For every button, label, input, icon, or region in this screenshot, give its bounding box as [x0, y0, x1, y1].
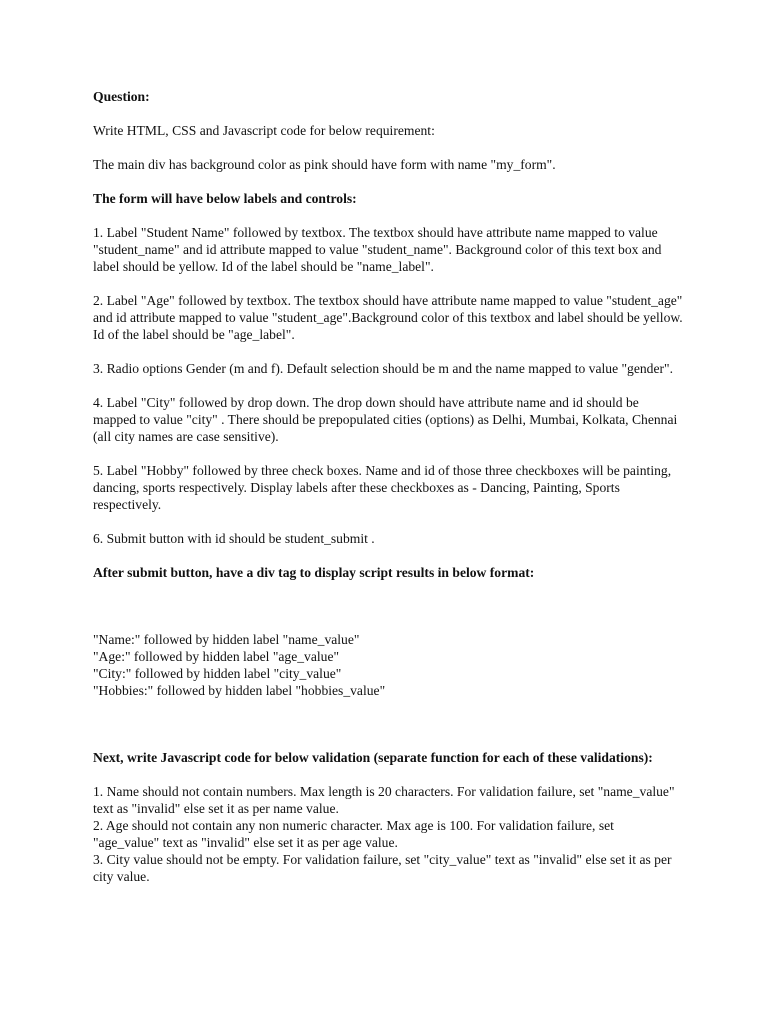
validation-list	[93, 783, 683, 885]
result-line: "Name:" followed by hidden label "name_value"	[93, 632, 360, 647]
requirement-item: 4. Label "City" followed by drop down. The drop down should have attribute name and id should be mapped to value "city" . There should be prepopulated cities (options) as Delhi, Mumbai, Kolkata, Chennai (all city names are case sensitive).	[93, 395, 678, 444]
result-line: "City:" followed by hidden label "city_value"	[93, 666, 342, 681]
requirement-item: 3. Radio options Gender (m and f). Default selection should be m and the name mapped to value "gender".	[93, 361, 673, 376]
question-heading: Question:	[93, 89, 150, 104]
document-body	[93, 88, 683, 885]
result-format-block	[93, 631, 683, 699]
requirement-item: 2. Label "Age" followed by textbox. The textbox should have attribute name mapped to value "student_age" and id attribute mapped to value "student_age".Background color of this textbox and label should be yellow. Id of the label should be "age_label".	[93, 293, 683, 342]
results-heading: After submit button, have a div tag to display script results in below format:	[93, 565, 535, 580]
requirement-item: 6. Submit button with id should be student_submit .	[93, 531, 375, 546]
requirement-item: 5. Label "Hobby" followed by three check boxes. Name and id of those three checkboxes will be painting, dancing, sports respectively. Display labels after these checkboxes as - Dancing, Painting, Sports respectively.	[93, 463, 672, 512]
intro-text: Write HTML, CSS and Javascript code for below requirement:	[93, 123, 435, 138]
requirement-item: 1. Label "Student Name" followed by textbox. The textbox should have attribute name mapped to value "student_name" and id attribute mapped to value "student_name". Background color of this text box and label should be yellow. Id of the label should be "name_label".	[93, 225, 662, 274]
validation-item: 1. Name should not contain numbers. Max length is 20 characters. For validation failure, set "name_value" text as "invalid" else set it as per name value.	[93, 784, 675, 816]
main-div-requirement: The main div has background color as pink should have form with name "my_form".	[93, 157, 556, 172]
validation-heading: Next, write Javascript code for below validation (separate function for each of these validations):	[93, 750, 653, 765]
result-line: "Age:" followed by hidden label "age_value"	[93, 649, 340, 664]
result-line: "Hobbies:" followed by hidden label "hobbies_value"	[93, 683, 386, 698]
validation-item: 2. Age should not contain any non numeric character. Max age is 100. For validation failure, set "age_value" text as "invalid" else set it as per age value.	[93, 818, 614, 850]
validation-item: 3. City value should not be empty. For validation failure, set "city_value" text as "invalid" else set it as per city value.	[93, 852, 672, 884]
form-heading: The form will have below labels and controls:	[93, 191, 357, 206]
